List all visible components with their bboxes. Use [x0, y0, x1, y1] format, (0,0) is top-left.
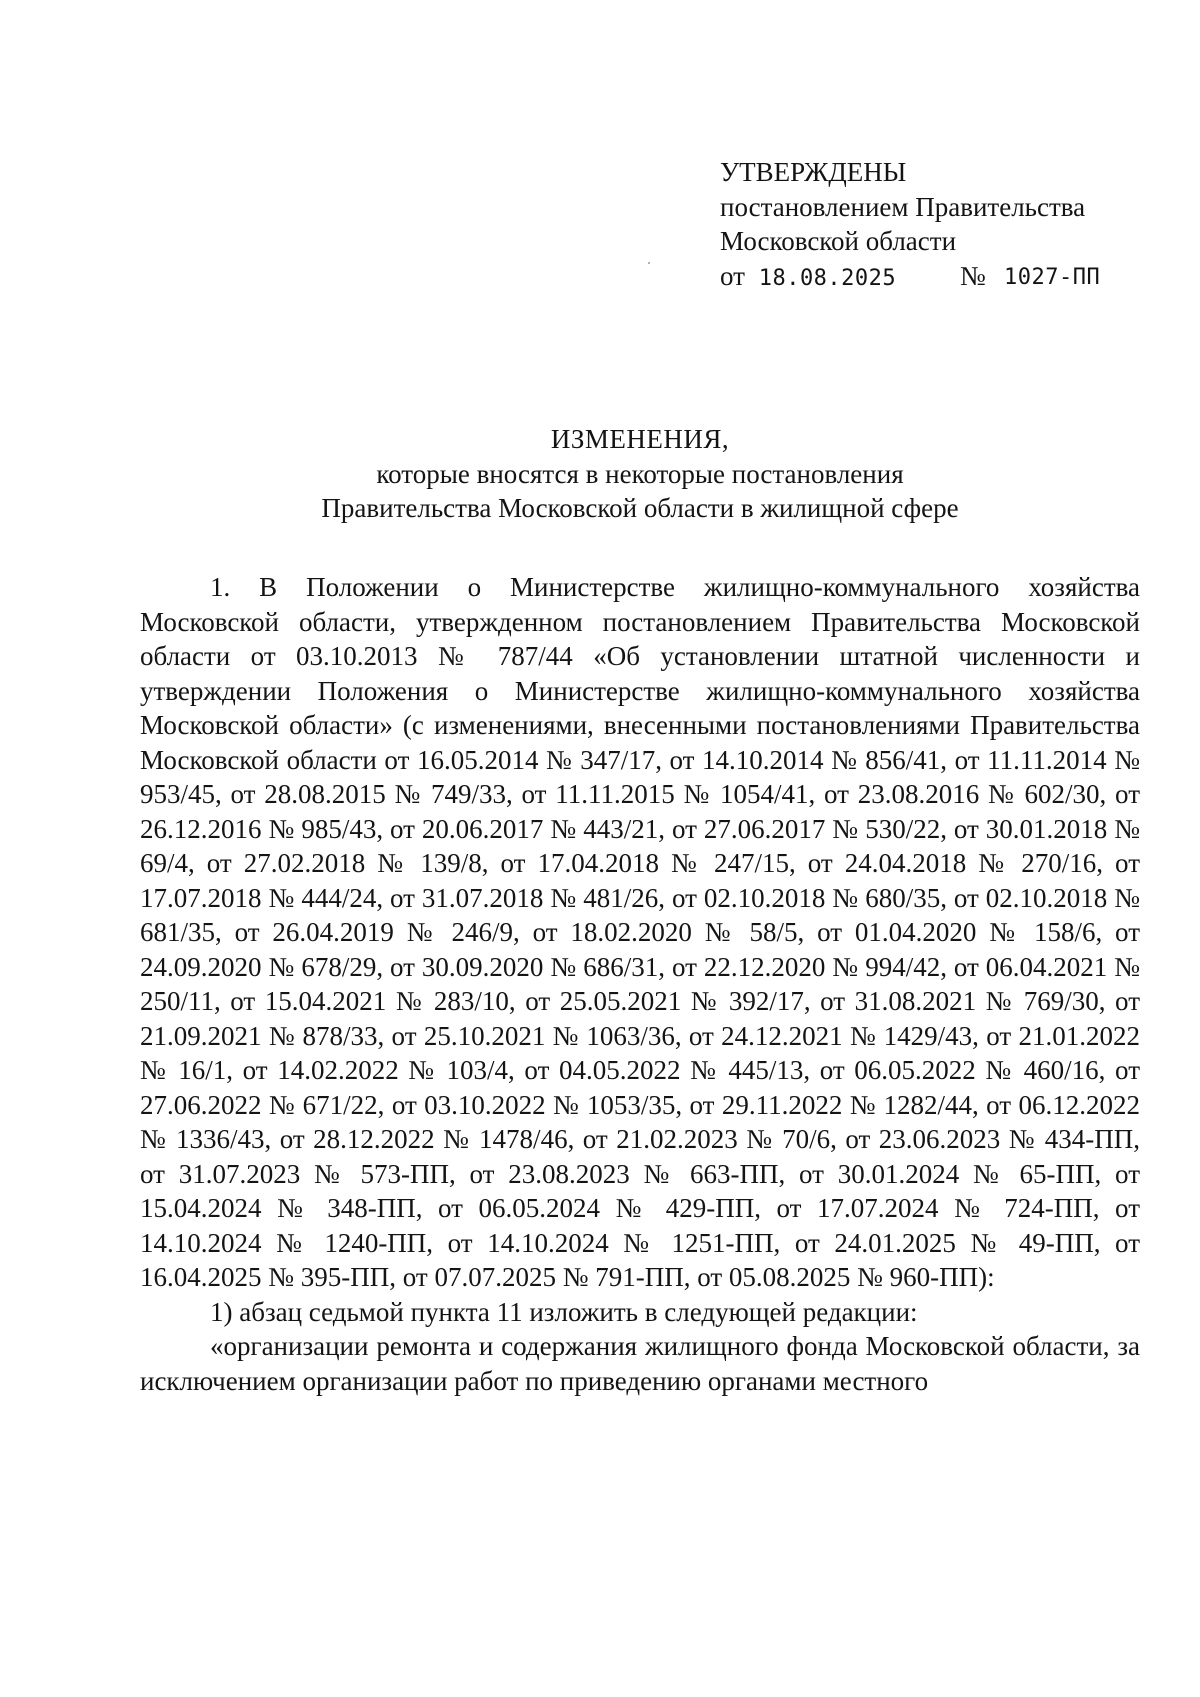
document-body [140, 570, 1140, 1398]
approval-date-prefix: от [720, 260, 745, 291]
approval-heading: УТВЕРЖДЕНЫ [720, 157, 907, 187]
approval-number: 1027-ПП [1004, 264, 1101, 290]
paragraph-1: 1. В Положении о Министерстве жилищно-коммунального хозяйства Московской области, утвержденном постановлением Правительства Московской области от 03.10.2013 № 787/44 «Об установлении штатной численности и утверждении Положения о Министерстве жилищно-коммунального хозяйства Московской области» (с изменениями, внесенными постановлениями Правительства Московской области от 16.05.2014 № 347/17, от 14.10.2014 № 856/41, от 11.11.2014 № 953/45, от 28.08.2015 № 749/33, от 11.11.2015 № 1054/41, от 23.08.2016 № 602/30, от 26.12.2016 № 985/43, от 20.06.2017 № 443/21, от 27.06.2017 № 530/22, от 30.01.2018 № 69/4, от 27.02.2018 № 139/8, от 17.04.2018 № 247/15, от 24.04.2018 № 270/16, от 17.07.2018 № 444/24, от 31.07.2018 № 481/26, от 02.10.2018 № 680/35, от 02.10.2018 № 681/35, от 26.04.2019 № 246/9, от 18.02.2020 № 58/5, от 01.04.2020 № 158/6, от 24.09.2020 № 678/29, от 30.09.2020 № 686/31, от 22.12.2020 № 994/42, от 06.04.2021 № 250/11, от 15.04.2021 № 283/10, от 25.05.2021 № 392/17, от 31.08.2021 № 769/30, от 21.09.2021 № 878/33, от 25.10.2021 № 1063/36, от 24.12.2021 № 1429/43, от 21.01.2022 № 16/1, от 14.02.2022 № 103/4, от 04.05.2022 № 445/13, от 06.05.2022 № 460/16, от 27.06.2022 № 671/22, от 03.10.2022 № 1053/35, от 29.11.2022 № 1282/44, от 06.12.2022 № 1336/43, от 28.12.2022 № 1478/46, от 21.02.2023 № 70/6, от 23.06.2023 № 434-ПП, от 31.07.2023 № 573-ПП, от 23.08.2023 № 663-ПП, от 30.01.2024 № 65-ПП, от 15.04.2024 № 348-ПП, от 06.05.2024 № 429-ПП, от 17.07.2024 № 724-ПП, от 14.10.2024 № 1240-ПП, от 14.10.2024 № 1251-ПП, от 24.01.2025 № 49-ПП, от 16.04.2025 № 395-ПП, от 07.07.2025 № 791-ПП, от 05.08.2025 № 960-ПП): [140, 572, 1140, 1292]
document-subheading-line-2: Правительства Московской области в жилищной сфере [321, 493, 959, 523]
scan-speck [648, 262, 650, 264]
approval-date: 18.08.2025 [758, 265, 897, 291]
paragraph-2: 1) абзац седьмой пункта 11 изложить в следующей редакции: [210, 1296, 918, 1327]
approval-date-line [720, 259, 1140, 294]
approval-block [720, 155, 1140, 293]
title-block [140, 422, 1140, 526]
document-heading: ИЗМЕНЕНИЯ, [550, 424, 730, 454]
approval-number-sign: № [960, 260, 986, 291]
approval-resolution-line: постановлением Правительства [720, 191, 1086, 222]
document-subheading-line-1: которые вносятся в некоторые постановления [376, 458, 904, 489]
paragraph-3: «организации ремонта и содержания жилищного фонда Московской области, за исключением организации работ по приведению органами местного [140, 1331, 1140, 1396]
approval-region-line: Московской области [720, 226, 957, 256]
